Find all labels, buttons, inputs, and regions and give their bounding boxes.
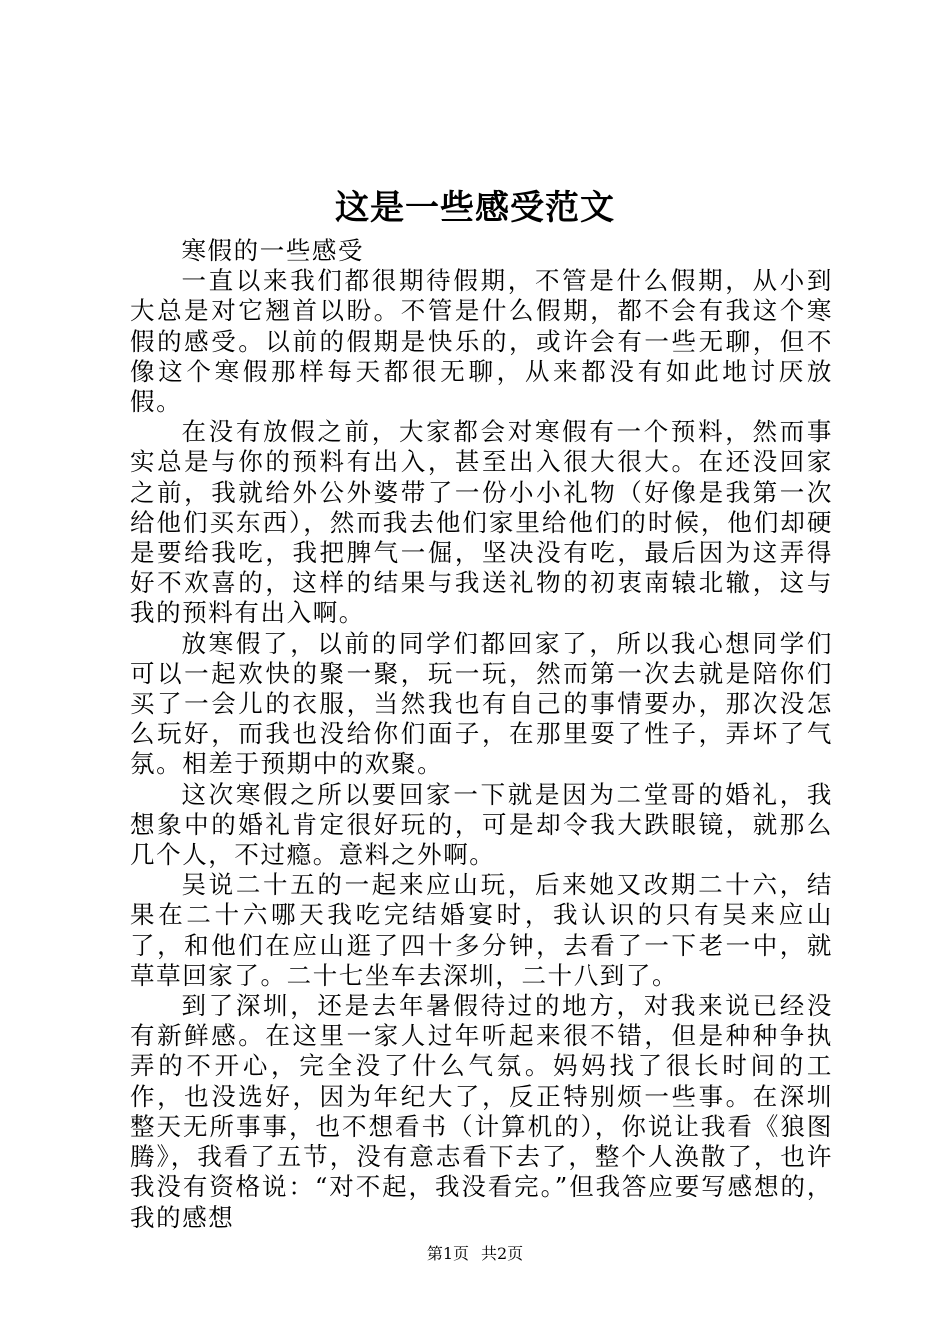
- paragraph: 吴说二十五的一起来应山玩，后来她又改期二十六，结果在二十六哪天我吃完结婚宴时，我认识的只有吴来应山了，和他们在应山逛了四十多分钟，去看了一下老一中，就草草回家了。二十七坐车去深圳，二十八到了。: [130, 870, 833, 990]
- page-total: 共2页: [481, 1244, 524, 1263]
- page-footer: [0, 1243, 950, 1265]
- paragraph: 一直以来我们都很期待假期，不管是什么假期，从小到大总是对它翘首以盼。不管是什么假期，都不会有我这个寒假的感受。以前的假期是快乐的，或许会有一些无聊，但不像这个寒假那样每天都很无聊，从来都没有如此地讨厌放假。: [130, 266, 833, 417]
- document-title: 这是一些感受范文: [335, 188, 615, 228]
- paragraph-heading: 寒假的一些感受: [181, 236, 365, 265]
- paragraph: 在没有放假之前，大家都会对寒假有一个预料，然而事实总是与你的预料有出入，甚至出入很大很大。在还没回家之前，我就给外公外婆带了一份小小礼物（好像是我第一次给他们买东西），然而我去他们家里给他们的时候，他们却硬是要给我吃，我把脾气一倔，坚决没有吃，最后因为这弄得好不欢喜的，这样的结果与我送礼物的初衷南辕北辙，这与我的预料有出入啊。: [130, 417, 833, 628]
- page-number: 第1页: [426, 1244, 469, 1263]
- paragraph: 放寒假了，以前的同学们都回家了，所以我心想同学们可以一起欢快的聚一聚，玩一玩，然而第一次去就是陪你们买了一会儿的衣服，当然我也有自己的事情要办，那次没怎么玩好，而我也没给你们面子，在那里耍了性子，弄坏了气氛。相差于预期中的欢聚。: [130, 628, 833, 779]
- document-body: [130, 236, 833, 1233]
- paragraph: 到了深圳，还是去年暑假待过的地方，对我来说已经没有新鲜感。在这里一家人过年听起来很不错，但是种种争执弄的不开心，完全没了什么气氛。妈妈找了很长时间的工作，也没选好，因为年纪大了，反正特别烦一些事。在深圳整天无所事事，也不想看书（计算机的），你说让我看《狼图腾》，我看了五节，没有意志看下去了，整个人涣散了，也许我没有资格说：“对不起，我没看完。”但我答应要写感想的，我的感想: [130, 991, 833, 1232]
- paragraph: 这次寒假之所以要回家一下就是因为二堂哥的婚礼，我想象中的婚礼肯定很好玩的，可是却令我大跌眼镜，就那么几个人，不过瘾。意料之外啊。: [130, 779, 833, 870]
